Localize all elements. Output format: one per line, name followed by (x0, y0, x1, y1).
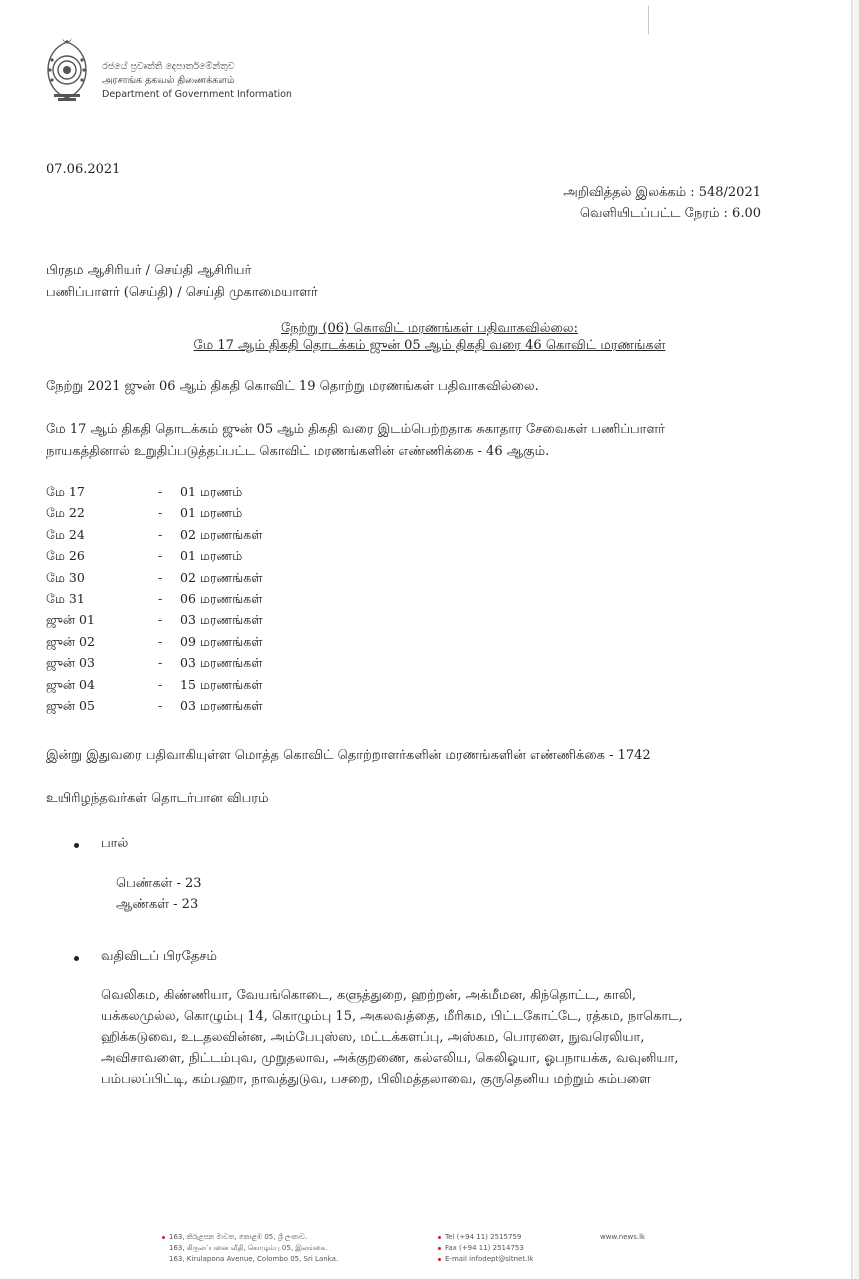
separator-dash: - (158, 590, 163, 606)
bullet-icon (74, 843, 79, 848)
death-count: 01 மரணம் (180, 548, 243, 564)
org-name-tamil: அரசாங்க தகவல் திணைக்களம் (102, 75, 235, 86)
notice-number: அறிவித்தல் இலக்கம் : 548/2021 (563, 185, 761, 200)
address-tamil: 163, கிருலப்பனை வீதி, கொழும்பு 05, இலங்கை. (169, 1244, 328, 1252)
separator-dash: - (158, 676, 163, 692)
separator-dash: - (158, 569, 163, 585)
page-edge (851, 0, 853, 1279)
total-deaths: இன்று இதுவரை பதிவாகியுள்ள மொத்த கொவிட் தொற்றாளர்களின் மரணங்களின் எண்ணிக்கை - 1742 (46, 748, 651, 763)
death-count: 06 மரணங்கள் (180, 590, 263, 606)
addressee-line-1: பிரதம ஆசிரியர் / செய்தி ஆசிரியர் (46, 263, 252, 278)
org-name-sinhala: රජයේ ප්‍රවෘත්ති දෙපාර්තමේන්තුව (102, 61, 235, 72)
phone-number: Tel (+94 11) 2515759 (445, 1233, 522, 1241)
death-count: 03 மரணங்கள் (180, 697, 263, 713)
details-heading: உயிரிழந்தவர்கள் தொடர்பான விபரம் (46, 791, 269, 806)
residence-line-2: யக்கலமுல்ல, கொழும்பு 14, கொழும்பு 15, அகலவத்தை, மீரிகம, பிட்டகோட்டே, ரத்கம, நாகொட, (101, 1009, 683, 1024)
separator-dash: - (158, 548, 163, 564)
paragraph-2-line-2: நாயகத்தினால் உறுதிப்படுத்தப்பட்ட கொவிட் மரணங்களின் எண்ணிக்கை - 46 ஆகும். (46, 444, 550, 459)
separator-dash: - (158, 612, 163, 628)
residence-line-5: பம்பலப்பிட்டி, கம்பஹா, நாவத்துடுவ, பசறை, பிலிமத்தலாவை, குருதெனிய மற்றும் கம்பளை (101, 1072, 651, 1087)
death-date: மே 24 (46, 526, 85, 542)
footer-bullet-icon (162, 1236, 165, 1239)
separator-dash: - (158, 505, 163, 521)
residence-line-4: அவிசாவளை, நிட்டம்புவ, முறுதலாவ, அக்குறணை, கல்எலிய, கெலிஓயா, ஓபநாயக்க, வவுனியா, (101, 1051, 679, 1066)
release-time: வெளியிடப்பட்ட நேரம் : 6.00 (579, 206, 761, 221)
footer-contacts (438, 1232, 533, 1265)
death-date: மே 30 (46, 569, 85, 585)
death-count: 15 மரணங்கள் (180, 676, 263, 692)
death-date: மே 31 (46, 590, 85, 606)
fax-number: Fax (+94 11) 2514753 (445, 1244, 524, 1252)
death-count: 02 மரணங்கள் (180, 526, 263, 542)
female-count: பெண்கள் - 23 (116, 876, 202, 891)
website-link[interactable]: www.news.lk (600, 1233, 646, 1241)
separator-dash: - (158, 697, 163, 713)
death-date: மே 17 (46, 484, 85, 499)
title-line-1: நேற்று (06) கொவிட் மரணங்கள் பதிவாகவில்லை: (281, 321, 578, 336)
government-emblem-logo (40, 36, 94, 104)
separator-dash: - (158, 526, 163, 542)
separator-dash: - (158, 633, 163, 649)
org-name-english: Department of Government Information (102, 89, 292, 100)
addressee-line-2: பணிப்பாளர் (செய்தி) / செய்தி முகாமையாளர் (46, 285, 318, 300)
footer-address (162, 1232, 338, 1265)
death-count: 09 மரணங்கள் (180, 633, 263, 649)
organization-name (102, 60, 292, 102)
gender-label: பால் (101, 836, 129, 851)
address-english: 163, Kirulapona Avenue, Colombo 05, Sri Lanka. (169, 1255, 339, 1263)
separator-dash: - (158, 655, 163, 671)
death-date: ஜுன் 01 (46, 612, 95, 628)
residence-line-3: ஹிக்கடுவை, உடதலவின்ன, அம்பேபுஸ்ஸ, மட்டக்களப்பு, அஸ்கம, பொரளை, நுவரெலியா, (101, 1030, 645, 1045)
death-date: ஜுன் 03 (46, 655, 95, 671)
death-count: 02 மரணங்கள் (180, 569, 263, 585)
residence-line-1: வெலிகம, கிண்ணியா, வேயங்கொடை, களுத்துறை, ஹற்றன், அக்மீமன, கிந்தொட்ட, காலி, (101, 988, 637, 1003)
email-address: E-mail infodept@sltnet.lk (445, 1255, 534, 1263)
male-count: ஆண்கள் - 23 (116, 897, 199, 912)
bullet-icon (74, 956, 79, 961)
document-date: 07.06.2021 (46, 162, 121, 177)
death-count: 03 மரணங்கள் (180, 655, 263, 671)
death-date: மே 22 (46, 505, 85, 521)
document-title (0, 320, 859, 354)
death-count: 01 மரணம் (180, 505, 243, 521)
address-sinhala: 163, කිරුළපන මාවත, කොළඹ 05, ශ්‍රී ලංකාව. (169, 1233, 308, 1241)
email-icon (438, 1258, 441, 1261)
death-date: ஜுன் 04 (46, 676, 95, 692)
death-date: ஜுன் 05 (46, 697, 95, 713)
paragraph-1: நேற்று 2021 ஜுன் 06 ஆம் திகதி கொவிட் 19 தொற்று மரணங்கள் பதிவாகவில்லை. (46, 379, 539, 394)
separator-dash: - (158, 484, 163, 499)
phone-icon (438, 1236, 441, 1239)
death-date: ஜுன் 02 (46, 633, 95, 649)
scan-mark (648, 6, 649, 34)
footer-web (600, 1232, 645, 1243)
fax-icon (438, 1247, 441, 1250)
page-edge-shadow (854, 0, 859, 1279)
death-count: 01 மரணம் (180, 484, 243, 499)
residence-label: வதிவிடப் பிரதேசம் (101, 949, 217, 964)
paragraph-2-line-1: மே 17 ஆம் திகதி தொடக்கம் ஜுன் 05 ஆம் திகதி வரை இடம்பெற்றதாக சுகாதார சேவைகள் பணிப்பாளர் (46, 422, 665, 437)
title-line-2: மே 17 ஆம் திகதி தொடக்கம் ஜுன் 05 ஆம் திகதி வரை 46 கொவிட் மரணங்கள் (193, 338, 666, 353)
death-date: மே 26 (46, 548, 85, 564)
death-count: 03 மரணங்கள் (180, 612, 263, 628)
